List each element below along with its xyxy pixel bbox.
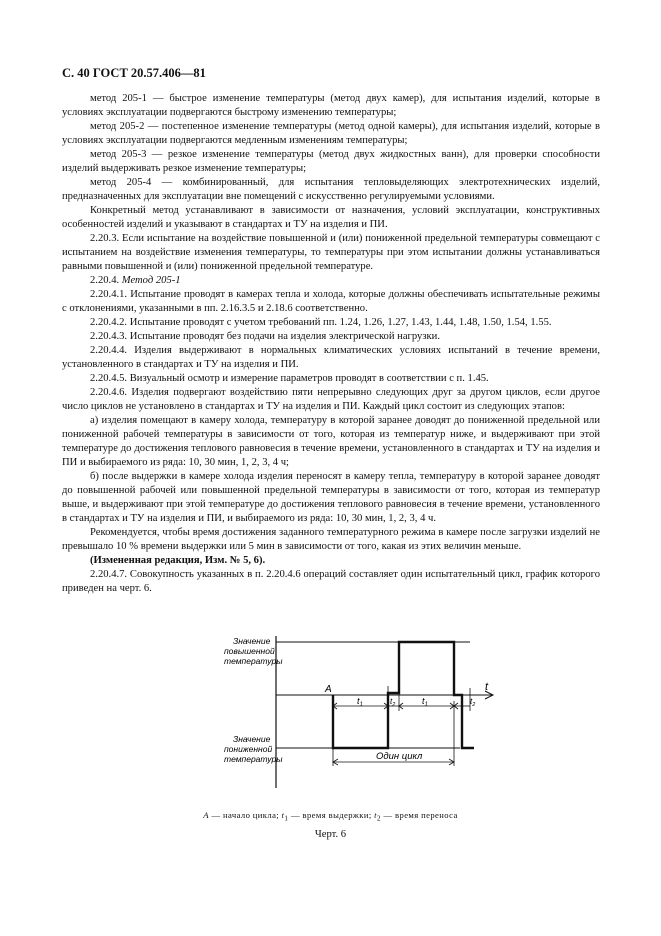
paragraph: 2.20.3. Если испытание на воздействие повышенной и (или) пониженной предельной температуры совмещают с испытанием на воздействие изменения температуры, то температуры при этом испытании должны устанавливаться равными повышенной и (или) пониженной предельной температуре. bbox=[62, 233, 600, 272]
t1-label: $t_1$ bbox=[357, 696, 363, 708]
paragraph: Рекомендуется, чтобы время достижения заданного температурного режима в камере после загрузки изделий не превышало 10 % времени выдержки или 5 мин в зависимости от того, какая из этих величин меньше. bbox=[62, 527, 600, 552]
caption-t2: t bbox=[374, 810, 377, 820]
paragraph: метод 205-2 — постепенное изменение температуры (метод одной камеры), для испытания изделий, которые в условиях эксплуатации подвергаются медленным изменениям температуры; bbox=[62, 121, 600, 146]
label-low-line3: температуры bbox=[224, 754, 283, 764]
label-high-line1: Значение bbox=[233, 636, 271, 646]
method-number: 2.20.4. bbox=[90, 275, 120, 286]
point-a-label: A bbox=[325, 684, 332, 695]
paragraph: метод 205-1 — быстрое изменение температуры (метод двух камер), для испытания изделий, которые в условиях эксплуатации подвергаются быстрому изменению температуры; bbox=[62, 93, 600, 118]
t2-label-2: $t_2$ bbox=[470, 697, 476, 708]
paragraph: Конкретный метод устанавливают в зависимости от назначения, условий эксплуатации, конструктивных особенностей изделий и указывают в стандартах и ТУ на изделия и ПИ. bbox=[62, 205, 600, 230]
axis-t-label: t bbox=[485, 681, 489, 693]
body-text bbox=[62, 92, 600, 596]
caption-t1-text: — время выдержки; bbox=[288, 810, 375, 820]
one-cycle-label: Один цикл bbox=[376, 751, 423, 762]
t2-label: $t_2$ bbox=[390, 697, 396, 708]
paragraph: 2.20.4.3. Испытание проводят без подачи на изделия электрической нагрузки. bbox=[90, 331, 440, 342]
t1-label-2: $t_1$ bbox=[422, 696, 428, 708]
amendment-note: (Измененная редакция, Изм. № 5, 6). bbox=[90, 555, 266, 566]
caption-t1: t bbox=[281, 810, 285, 820]
paragraph: метод 205-3 — резкое изменение температуры (метод двух жидкостных ванн), для проверки способности изделий выдерживать резкое изменение температуры; bbox=[62, 149, 600, 174]
diagram-svg bbox=[0, 626, 661, 806]
caption-t2-sub: 2 bbox=[376, 814, 381, 823]
method-heading bbox=[62, 274, 600, 288]
label-high-line3: температуры bbox=[224, 656, 283, 666]
paragraph: 2.20.4.4. Изделия выдерживают в нормальных климатических условиях испытаний в течение времени, установленного в стандартах и ТУ на изделия и ПИ. bbox=[62, 345, 600, 370]
paragraph: метод 205-4 — комбинированный, для испытания тепловыделяющих электротехнических изделий, предназначенных для эксплуатации вне помещений с искусственно регулируемыми условиями. bbox=[62, 177, 600, 202]
paragraph: 2.20.4.7. Совокупность указанных в п. 2.20.4.6 операций составляет один испытательный цикл, график которого приведен на черт. 6. bbox=[62, 569, 600, 594]
figure-number: Черт. 6 bbox=[314, 829, 347, 840]
temperature-cycle-diagram bbox=[0, 626, 661, 806]
label-low-line2: пониженной bbox=[224, 744, 273, 754]
caption-t1-sub: 1 bbox=[284, 814, 289, 823]
figure-caption bbox=[0, 810, 661, 823]
paragraph: а) изделия помещают в камеру холода, температуру в которой заранее доводят до пониженной предельной или пониженной рабочей температуры в зависимости от того, которая из температур ниже, и выдерживают при этой температуре до достижения теплового равновесия в течение времени, установленного в стандартах и ТУ на изделия и ПИ и выбираемого из ряда: 10, 30 мин, 1, 2, 3, 4 ч; bbox=[62, 415, 600, 468]
paragraph: 2.20.4.1. Испытание проводят в камерах тепла и холода, которые должны обеспечивать испытательные режимы с отклонениями, указанными в пп. 2.16.3.5 и 2.18.6 соответственно. bbox=[62, 289, 600, 314]
caption-a-text: — начало цикла; bbox=[208, 810, 282, 820]
paragraph: б) после выдержки в камере холода изделия переносят в камеру тепла, температуру в которой заранее доводят до повышенной рабочей или повышенной предельной температуры в зависимости от того, которая из температур выше, и выдерживают при этой температуре до достижения теплового равновесия в течение времени, установленного в стандартах и ТУ на изделия и ПИ, и выбираемого из ряда: 10, 30 мин, 1, 2, 3, 4 ч. bbox=[62, 471, 600, 524]
label-high-line2: повышенной bbox=[224, 646, 275, 656]
method-title: Метод 205-1 bbox=[121, 275, 181, 286]
label-low-line1: Значение bbox=[233, 734, 271, 744]
caption-t2-text: — время переноса bbox=[380, 810, 458, 820]
page-header: С. 40 ГОСТ 20.57.406—81 bbox=[62, 66, 206, 80]
paragraph: 2.20.4.6. Изделия подвергают воздействию пяти непрерывно следующих друг за другом циклов, если другое число циклов не установлено в стандартах и ТУ на изделия и ПИ. Каждый цикл состоит из следующих этапов: bbox=[62, 387, 600, 412]
caption-a: A bbox=[203, 810, 209, 820]
paragraph: 2.20.4.2. Испытание проводят с учетом требований пп. 1.24, 1.26, 1.27, 1.43, 1.44, 1.48, 1.50, 1.54, 1.55. bbox=[90, 317, 552, 328]
paragraph: 2.20.4.5. Визуальный осмотр и измерение параметров проводят в соответствии с п. 1.45. bbox=[90, 373, 489, 384]
